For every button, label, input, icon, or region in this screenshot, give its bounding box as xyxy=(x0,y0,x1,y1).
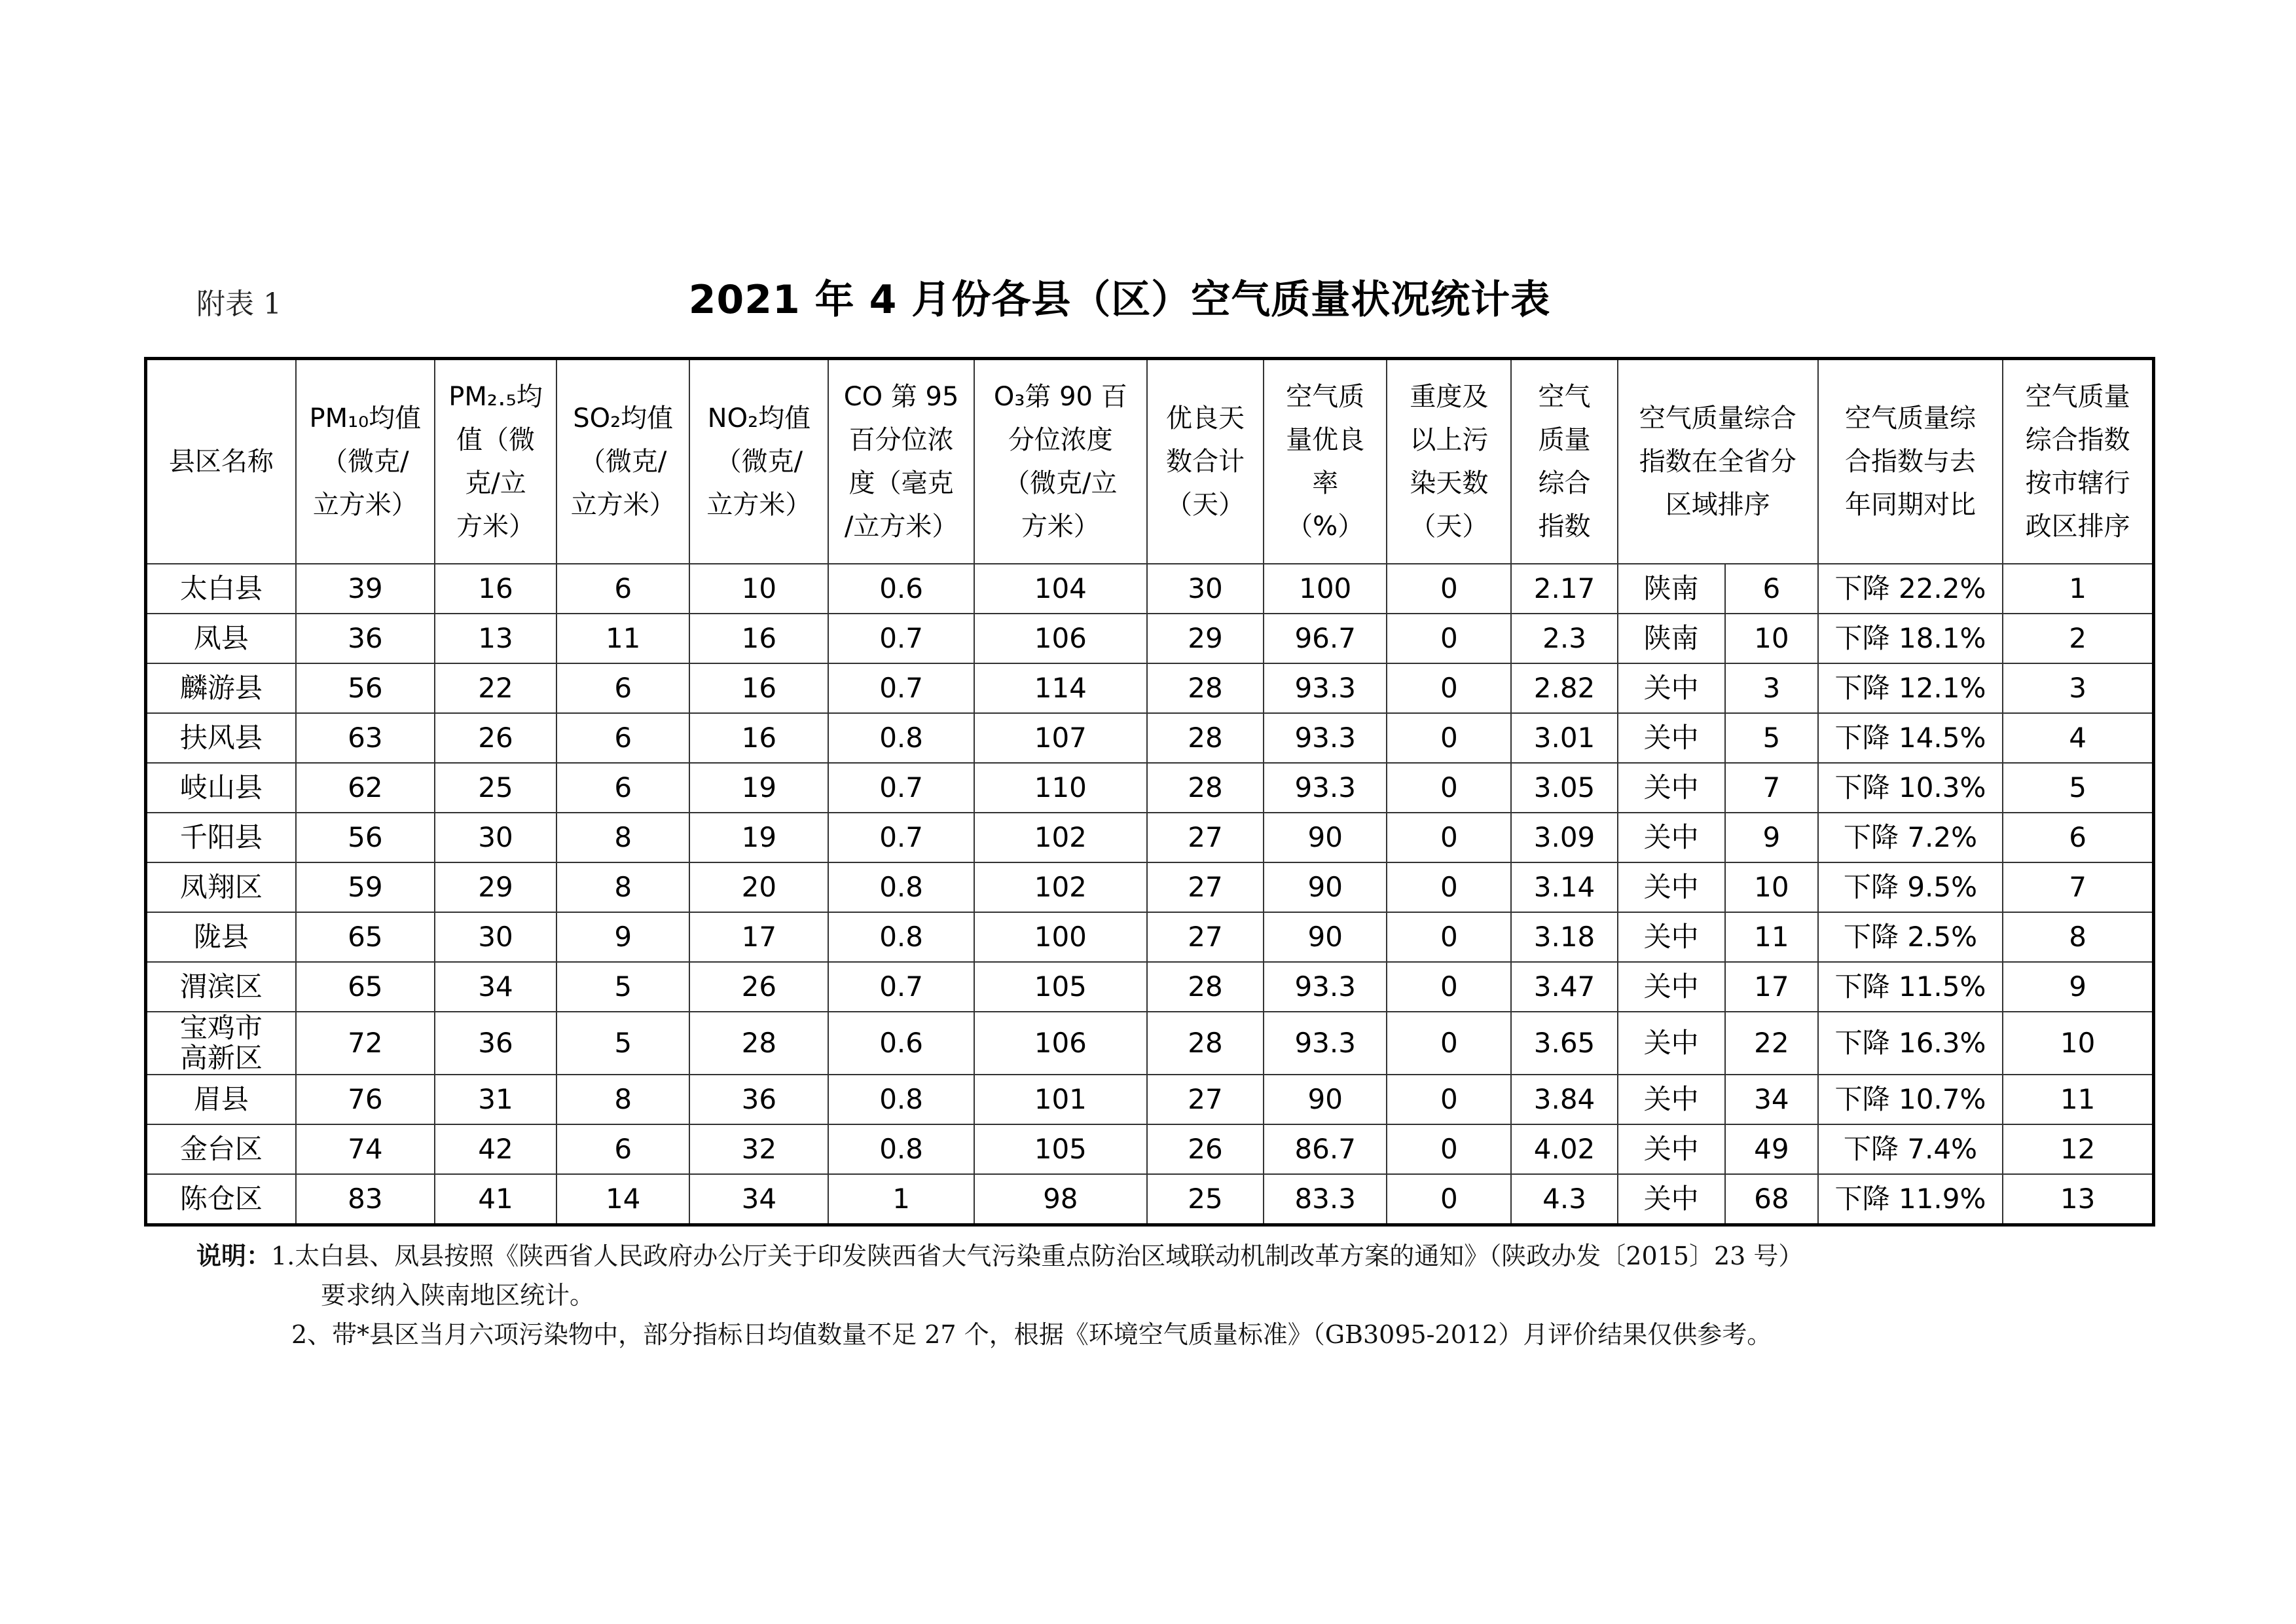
cell-region: 关中 xyxy=(1618,1012,1725,1075)
cell-yoy: 下降 10.3% xyxy=(1818,763,2003,813)
cell-no2: 17 xyxy=(689,912,828,962)
cell-city-rank: 10 xyxy=(2003,1012,2153,1075)
cell-index: 3.09 xyxy=(1511,813,1617,862)
cell-co: 0.7 xyxy=(828,962,974,1012)
page-title: 2021 年 4 月份各县（区）空气质量状况统计表 xyxy=(688,277,1551,323)
cell-region-rank: 11 xyxy=(1725,912,1818,962)
cell-no2: 34 xyxy=(689,1174,828,1225)
cell-good-days: 29 xyxy=(1147,614,1264,663)
cell-region: 关中 xyxy=(1618,1075,1725,1124)
cell-region: 关中 xyxy=(1618,962,1725,1012)
cell-region: 关中 xyxy=(1618,813,1725,862)
cell-good-rate: 93.3 xyxy=(1264,663,1387,713)
cell-pm10: 62 xyxy=(296,763,435,813)
table-header-row xyxy=(146,359,2154,564)
cell-pm25: 36 xyxy=(435,1012,556,1075)
note-2: 2、带*县区当月六项污染物中，部分指标日均值数量不足 27 个，根据《环境空气质量标准》（GB3095-2012）月评价结果仅供参考。 xyxy=(291,1320,1772,1349)
cell-region: 陕南 xyxy=(1618,564,1725,614)
table-row xyxy=(146,813,2154,862)
cell-heavy-days: 0 xyxy=(1387,1124,1511,1174)
air-quality-table xyxy=(144,357,2155,1227)
cell-heavy-days: 0 xyxy=(1387,912,1511,962)
cell-city-rank: 9 xyxy=(2003,962,2153,1012)
cell-heavy-days: 0 xyxy=(1387,1075,1511,1124)
cell-so2: 8 xyxy=(556,813,689,862)
cell-heavy-days: 0 xyxy=(1387,713,1511,763)
cell-yoy: 下降 9.5% xyxy=(1818,862,2003,912)
cell-index: 2.17 xyxy=(1511,564,1617,614)
cell-county-name: 凤翔区 xyxy=(146,862,296,912)
cell-so2: 5 xyxy=(556,1012,689,1075)
header-o3: O₃第 90 百 分位浓度 （微克/立 方米） xyxy=(974,359,1147,564)
cell-county-name: 扶风县 xyxy=(146,713,296,763)
cell-pm25: 29 xyxy=(435,862,556,912)
cell-good-days: 26 xyxy=(1147,1124,1264,1174)
cell-city-rank: 8 xyxy=(2003,912,2153,962)
cell-index: 2.3 xyxy=(1511,614,1617,663)
cell-good-rate: 93.3 xyxy=(1264,962,1387,1012)
cell-region-rank: 3 xyxy=(1725,663,1818,713)
cell-heavy-days: 0 xyxy=(1387,862,1511,912)
cell-index: 3.14 xyxy=(1511,862,1617,912)
cell-city-rank: 7 xyxy=(2003,862,2153,912)
cell-region-rank: 7 xyxy=(1725,763,1818,813)
cell-yoy: 下降 14.5% xyxy=(1818,713,2003,763)
cell-yoy: 下降 22.2% xyxy=(1818,564,2003,614)
cell-o3: 102 xyxy=(974,813,1147,862)
table-row xyxy=(146,1012,2154,1075)
cell-city-rank: 11 xyxy=(2003,1075,2153,1124)
table-row xyxy=(146,912,2154,962)
cell-so2: 9 xyxy=(556,912,689,962)
header-no2: NO₂均值 （微克/ 立方米） xyxy=(689,359,828,564)
cell-region: 关中 xyxy=(1618,862,1725,912)
cell-no2: 19 xyxy=(689,763,828,813)
cell-yoy: 下降 18.1% xyxy=(1818,614,2003,663)
cell-o3: 104 xyxy=(974,564,1147,614)
cell-no2: 20 xyxy=(689,862,828,912)
cell-good-days: 27 xyxy=(1147,912,1264,962)
cell-region: 陕南 xyxy=(1618,614,1725,663)
cell-city-rank: 6 xyxy=(2003,813,2153,862)
cell-yoy: 下降 2.5% xyxy=(1818,912,2003,962)
header-yoy: 空气质量综 合指数与去 年同期对比 xyxy=(1818,359,2003,564)
cell-region: 关中 xyxy=(1618,663,1725,713)
cell-yoy: 下降 7.2% xyxy=(1818,813,2003,862)
cell-no2: 36 xyxy=(689,1075,828,1124)
cell-pm10: 63 xyxy=(296,713,435,763)
cell-yoy: 下降 12.1% xyxy=(1818,663,2003,713)
cell-good-rate: 100 xyxy=(1264,564,1387,614)
cell-heavy-days: 0 xyxy=(1387,813,1511,862)
header-co: CO 第 95 百分位浓 度（毫克 /立方米） xyxy=(828,359,974,564)
cell-so2: 5 xyxy=(556,962,689,1012)
cell-region: 关中 xyxy=(1618,912,1725,962)
cell-county-name: 岐山县 xyxy=(146,763,296,813)
cell-pm10: 56 xyxy=(296,663,435,713)
cell-o3: 100 xyxy=(974,912,1147,962)
cell-heavy-days: 0 xyxy=(1387,1174,1511,1225)
cell-city-rank: 5 xyxy=(2003,763,2153,813)
cell-heavy-days: 0 xyxy=(1387,962,1511,1012)
cell-good-rate: 90 xyxy=(1264,862,1387,912)
cell-region: 关中 xyxy=(1618,1174,1725,1225)
cell-region-rank: 17 xyxy=(1725,962,1818,1012)
cell-o3: 98 xyxy=(974,1174,1147,1225)
cell-good-days: 28 xyxy=(1147,663,1264,713)
cell-o3: 101 xyxy=(974,1075,1147,1124)
cell-good-rate: 93.3 xyxy=(1264,1012,1387,1075)
header-index: 空气 质量 综合 指数 xyxy=(1511,359,1617,564)
header-province-rank: 空气质量综合 指数在全省分 区域排序 xyxy=(1618,359,1818,564)
cell-city-rank: 4 xyxy=(2003,713,2153,763)
notes xyxy=(196,1236,1803,1354)
note-1-cont: 要求纳入陕南地区统计。 xyxy=(321,1281,595,1310)
cell-region-rank: 22 xyxy=(1725,1012,1818,1075)
cell-so2: 8 xyxy=(556,1075,689,1124)
cell-heavy-days: 0 xyxy=(1387,614,1511,663)
cell-good-days: 28 xyxy=(1147,1012,1264,1075)
cell-city-rank: 3 xyxy=(2003,663,2153,713)
county-name-line2: 高新区 xyxy=(179,1042,263,1074)
cell-county-name xyxy=(146,1012,296,1075)
cell-county-name: 金台区 xyxy=(146,1124,296,1174)
cell-city-rank: 13 xyxy=(2003,1174,2153,1225)
cell-so2: 6 xyxy=(556,713,689,763)
cell-region-rank: 9 xyxy=(1725,813,1818,862)
cell-co: 0.8 xyxy=(828,1124,974,1174)
cell-pm10: 72 xyxy=(296,1012,435,1075)
cell-no2: 19 xyxy=(689,813,828,862)
header-good-rate: 空气质 量优良 率 （%） xyxy=(1264,359,1387,564)
cell-no2: 16 xyxy=(689,713,828,763)
cell-so2: 6 xyxy=(556,663,689,713)
table-row xyxy=(146,713,2154,763)
cell-index: 3.47 xyxy=(1511,962,1617,1012)
cell-co: 0.8 xyxy=(828,912,974,962)
table-row xyxy=(146,1124,2154,1174)
table-row xyxy=(146,1174,2154,1225)
cell-good-rate: 93.3 xyxy=(1264,713,1387,763)
cell-good-days: 28 xyxy=(1147,763,1264,813)
cell-co: 0.7 xyxy=(828,813,974,862)
cell-pm10: 59 xyxy=(296,862,435,912)
cell-county-name: 眉县 xyxy=(146,1075,296,1124)
cell-good-days: 28 xyxy=(1147,962,1264,1012)
header-pm25: PM₂.₅均 值（微 克/立 方米） xyxy=(435,359,556,564)
cell-pm10: 56 xyxy=(296,813,435,862)
cell-no2: 28 xyxy=(689,1012,828,1075)
cell-co: 0.7 xyxy=(828,614,974,663)
cell-city-rank: 1 xyxy=(2003,564,2153,614)
cell-co: 0.7 xyxy=(828,763,974,813)
note-1: 1.太白县、凤县按照《陕西省人民政府办公厅关于印发陕西省大气污染重点防治区域联动机制改革方案的通知》（陕政办发〔2015〕23 号） xyxy=(271,1242,1804,1270)
cell-o3: 106 xyxy=(974,614,1147,663)
cell-pm10: 36 xyxy=(296,614,435,663)
cell-index: 3.05 xyxy=(1511,763,1617,813)
cell-so2: 6 xyxy=(556,1124,689,1174)
cell-index: 3.01 xyxy=(1511,713,1617,763)
cell-no2: 26 xyxy=(689,962,828,1012)
cell-no2: 16 xyxy=(689,614,828,663)
cell-so2: 11 xyxy=(556,614,689,663)
cell-region: 关中 xyxy=(1618,713,1725,763)
annex-label: 附表 1 xyxy=(196,287,282,321)
cell-heavy-days: 0 xyxy=(1387,763,1511,813)
cell-pm10: 65 xyxy=(296,912,435,962)
cell-county-name: 千阳县 xyxy=(146,813,296,862)
cell-good-days: 25 xyxy=(1147,1174,1264,1225)
cell-yoy: 下降 7.4% xyxy=(1818,1124,2003,1174)
cell-pm10: 74 xyxy=(296,1124,435,1174)
header-pm10: PM₁₀均值 （微克/ 立方米） xyxy=(296,359,435,564)
cell-o3: 107 xyxy=(974,713,1147,763)
header-city-rank: 空气质量 综合指数 按市辖行 政区排序 xyxy=(2003,359,2153,564)
cell-region-rank: 34 xyxy=(1725,1075,1818,1124)
cell-county-name: 麟游县 xyxy=(146,663,296,713)
cell-yoy: 下降 11.9% xyxy=(1818,1174,2003,1225)
cell-pm25: 26 xyxy=(435,713,556,763)
cell-so2: 6 xyxy=(556,564,689,614)
cell-no2: 16 xyxy=(689,663,828,713)
cell-region-rank: 6 xyxy=(1725,564,1818,614)
table-row xyxy=(146,962,2154,1012)
cell-pm25: 25 xyxy=(435,763,556,813)
cell-city-rank: 2 xyxy=(2003,614,2153,663)
cell-co: 0.8 xyxy=(828,1075,974,1124)
cell-o3: 106 xyxy=(974,1012,1147,1075)
table-row xyxy=(146,663,2154,713)
table-row xyxy=(146,564,2154,614)
cell-pm25: 34 xyxy=(435,962,556,1012)
header-heavy-days: 重度及 以上污 染天数 （天） xyxy=(1387,359,1511,564)
cell-good-rate: 86.7 xyxy=(1264,1124,1387,1174)
cell-heavy-days: 0 xyxy=(1387,1012,1511,1075)
cell-heavy-days: 0 xyxy=(1387,564,1511,614)
cell-pm25: 30 xyxy=(435,912,556,962)
cell-county-name: 凤县 xyxy=(146,614,296,663)
cell-good-days: 27 xyxy=(1147,862,1264,912)
table-row xyxy=(146,1075,2154,1124)
cell-o3: 102 xyxy=(974,862,1147,912)
cell-good-days: 28 xyxy=(1147,713,1264,763)
cell-city-rank: 12 xyxy=(2003,1124,2153,1174)
cell-county-name: 陇县 xyxy=(146,912,296,962)
notes-label: 说明： xyxy=(196,1241,272,1270)
cell-index: 3.65 xyxy=(1511,1012,1617,1075)
cell-co: 0.6 xyxy=(828,564,974,614)
cell-pm25: 16 xyxy=(435,564,556,614)
cell-index: 4.02 xyxy=(1511,1124,1617,1174)
cell-good-rate: 90 xyxy=(1264,1075,1387,1124)
cell-yoy: 下降 16.3% xyxy=(1818,1012,2003,1075)
county-name-line1: 宝鸡市 xyxy=(179,1012,263,1044)
cell-good-days: 27 xyxy=(1147,1075,1264,1124)
cell-good-rate: 96.7 xyxy=(1264,614,1387,663)
table-row xyxy=(146,862,2154,912)
cell-o3: 105 xyxy=(974,962,1147,1012)
cell-no2: 10 xyxy=(689,564,828,614)
cell-so2: 8 xyxy=(556,862,689,912)
cell-o3: 105 xyxy=(974,1124,1147,1174)
cell-region-rank: 10 xyxy=(1725,862,1818,912)
cell-pm25: 31 xyxy=(435,1075,556,1124)
cell-county-name: 渭滨区 xyxy=(146,962,296,1012)
cell-good-rate: 83.3 xyxy=(1264,1174,1387,1225)
header-county: 县区名称 xyxy=(146,359,296,564)
cell-so2: 6 xyxy=(556,763,689,813)
cell-region: 关中 xyxy=(1618,1124,1725,1174)
table-row xyxy=(146,614,2154,663)
cell-pm10: 76 xyxy=(296,1075,435,1124)
cell-pm25: 13 xyxy=(435,614,556,663)
cell-region-rank: 68 xyxy=(1725,1174,1818,1225)
cell-pm10: 83 xyxy=(296,1174,435,1225)
cell-co: 0.6 xyxy=(828,1012,974,1075)
cell-co: 0.8 xyxy=(828,862,974,912)
cell-index: 3.18 xyxy=(1511,912,1617,962)
cell-pm10: 39 xyxy=(296,564,435,614)
table-row xyxy=(146,763,2154,813)
cell-pm25: 30 xyxy=(435,813,556,862)
cell-index: 3.84 xyxy=(1511,1075,1617,1124)
cell-county-name: 太白县 xyxy=(146,564,296,614)
cell-o3: 110 xyxy=(974,763,1147,813)
cell-no2: 32 xyxy=(689,1124,828,1174)
cell-index: 2.82 xyxy=(1511,663,1617,713)
cell-pm25: 22 xyxy=(435,663,556,713)
cell-good-rate: 90 xyxy=(1264,912,1387,962)
cell-co: 1 xyxy=(828,1174,974,1225)
cell-yoy: 下降 10.7% xyxy=(1818,1075,2003,1124)
cell-pm10: 65 xyxy=(296,962,435,1012)
cell-pm25: 42 xyxy=(435,1124,556,1174)
cell-good-rate: 90 xyxy=(1264,813,1387,862)
cell-good-days: 27 xyxy=(1147,813,1264,862)
cell-region-rank: 10 xyxy=(1725,614,1818,663)
cell-index: 4.3 xyxy=(1511,1174,1617,1225)
cell-heavy-days: 0 xyxy=(1387,663,1511,713)
cell-region-rank: 5 xyxy=(1725,713,1818,763)
cell-yoy: 下降 11.5% xyxy=(1818,962,2003,1012)
cell-pm25: 41 xyxy=(435,1174,556,1225)
cell-good-rate: 93.3 xyxy=(1264,763,1387,813)
cell-county-name: 陈仓区 xyxy=(146,1174,296,1225)
cell-so2: 14 xyxy=(556,1174,689,1225)
cell-region-rank: 49 xyxy=(1725,1124,1818,1174)
header-so2: SO₂均值 （微克/ 立方米） xyxy=(556,359,689,564)
cell-o3: 114 xyxy=(974,663,1147,713)
cell-co: 0.7 xyxy=(828,663,974,713)
header-good-days: 优良天 数合计 （天） xyxy=(1147,359,1264,564)
cell-co: 0.8 xyxy=(828,713,974,763)
cell-region: 关中 xyxy=(1618,763,1725,813)
cell-good-days: 30 xyxy=(1147,564,1264,614)
